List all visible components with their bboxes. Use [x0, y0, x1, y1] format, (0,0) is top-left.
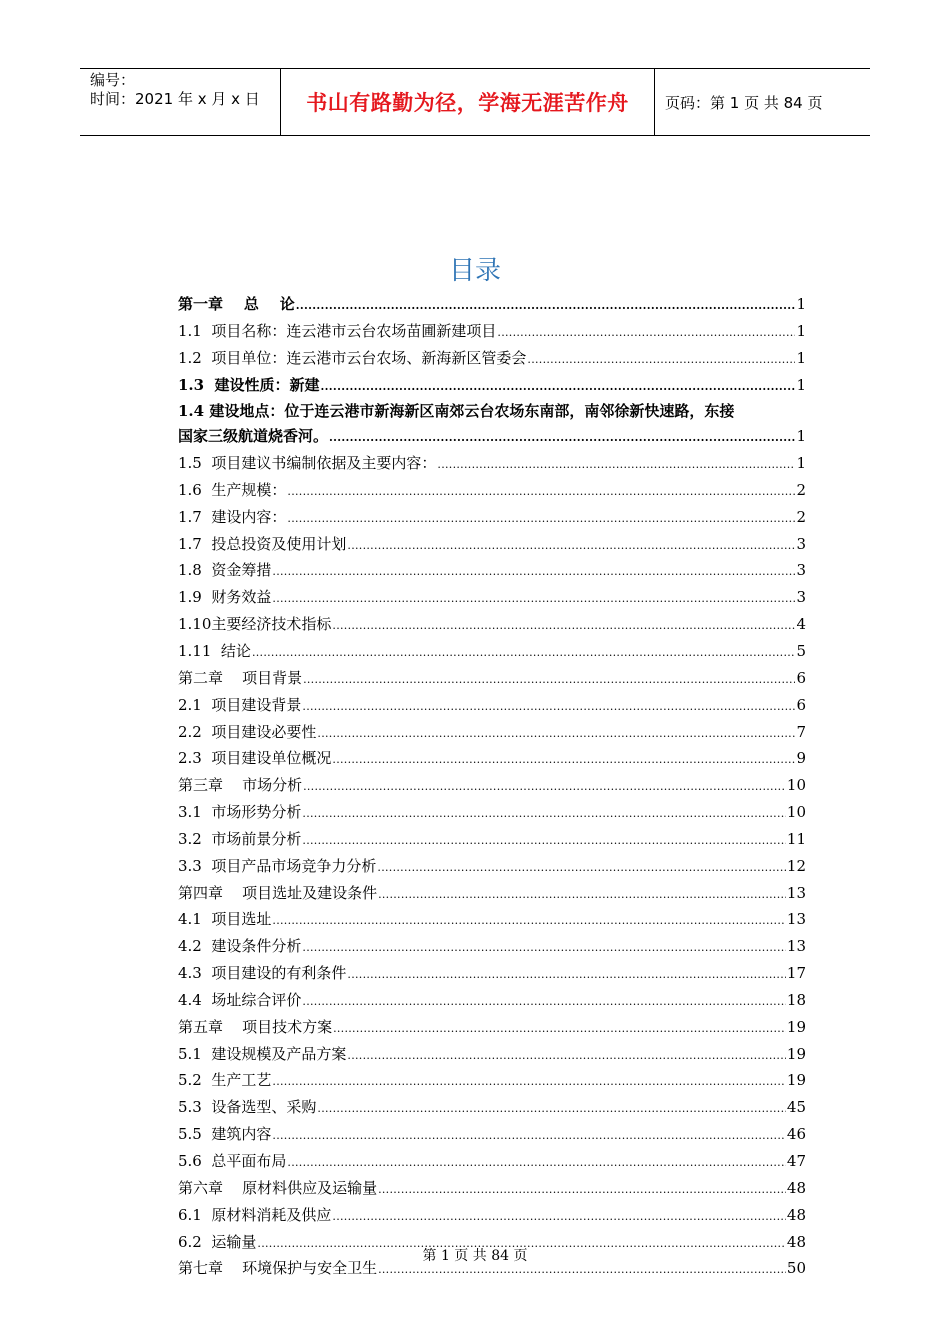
toc-entry-label: 1.3 建设性质：新建	[178, 375, 320, 394]
toc-entry-page: 19	[786, 1017, 806, 1036]
toc-entry[interactable]	[178, 346, 806, 373]
toc-entry-label: 4.4 场址综合评价	[178, 990, 302, 1009]
toc-entry[interactable]	[178, 666, 806, 693]
toc-entry-page: 19	[786, 1044, 806, 1063]
toc-entry[interactable]	[178, 373, 806, 400]
toc-entry-page: 1	[796, 454, 806, 473]
toc-entry-label: 第七章 环境保护与安全卫生	[178, 1259, 378, 1278]
toc-leader-dots	[333, 1017, 786, 1042]
page-footer: 第 1 页 共 84 页	[422, 1248, 528, 1264]
toc-entry-label: 第六章 原材料供应及运输量	[178, 1178, 378, 1197]
toc-entry[interactable]	[178, 934, 806, 961]
toc-entry[interactable]	[178, 827, 806, 854]
toc-entry-page: 13	[786, 937, 806, 956]
toc-entry-page: 46	[786, 1125, 806, 1144]
toc-entry[interactable]	[178, 881, 806, 908]
toc-entry[interactable]	[178, 907, 806, 934]
toc-leader-dots	[296, 294, 796, 319]
toc-leader-dots	[272, 560, 795, 585]
toc-leader-dots	[303, 668, 795, 693]
toc-entry[interactable]	[178, 319, 806, 346]
toc-entry-label: 5.2 生产工艺	[178, 1071, 272, 1090]
toc-entry[interactable]	[178, 746, 806, 773]
toc-entry-label: 3.2 市场前景分析	[178, 829, 302, 848]
toc-entry[interactable]	[178, 585, 806, 612]
toc-entry-page: 7	[796, 722, 806, 741]
toc-entry[interactable]	[178, 988, 806, 1015]
toc-entry-label: 第四章 项目选址及建设条件	[178, 883, 378, 902]
toc-entry[interactable]	[178, 639, 806, 666]
toc-leader-dots	[332, 1205, 786, 1230]
toc-entry[interactable]	[178, 1015, 806, 1042]
toc-leader-dots	[272, 1124, 786, 1149]
toc-entry[interactable]	[178, 1095, 806, 1122]
toc-entry-label: 5.3 设备选型、采购	[178, 1098, 317, 1117]
toc-entry[interactable]	[178, 532, 806, 559]
toc-entry[interactable]	[178, 693, 806, 720]
toc-leader-dots	[347, 534, 795, 559]
toc-entry-label: 1.6 生产规模：	[178, 480, 287, 499]
toc-entry-page: 17	[786, 964, 806, 983]
toc-leader-dots	[302, 990, 786, 1015]
toc-entry-page: 50	[786, 1259, 806, 1278]
toc-leader-dots	[272, 587, 795, 612]
toc-entry-page: 19	[786, 1071, 806, 1090]
toc-entry-page: 45	[786, 1098, 806, 1117]
toc-leader-dots	[287, 480, 795, 505]
toc-entry-label: 5.5 建筑内容	[178, 1125, 272, 1144]
toc-leader-dots	[527, 348, 795, 373]
toc-entry-label: 1.4 建设地点：位于连云港市新海新区南郊云台农场东南部，南邻徐新快速路，东接	[178, 402, 735, 421]
toc-entry-label: 1.5 项目建议书编制依据及主要内容：	[178, 454, 437, 473]
toc-leader-dots	[378, 883, 786, 908]
toc-leader-dots	[437, 453, 795, 478]
toc-entry-label: 1.9 财务效益	[178, 588, 272, 607]
toc-leader-dots	[329, 426, 795, 451]
toc-entry-label: 2.3 项目建设单位概况	[178, 749, 332, 768]
toc-entry-page: 48	[786, 1178, 806, 1197]
toc-entry-label: 4.3 项目建设的有利条件	[178, 964, 347, 983]
toc-leader-dots	[347, 963, 786, 988]
toc-entry-label: 4.1 项目选址	[178, 910, 272, 929]
toc-entry-label: 2.1 项目建设背景	[178, 695, 302, 714]
toc-entry-label: 2.2 项目建设必要性	[178, 722, 317, 741]
toc-leader-dots	[332, 614, 795, 639]
toc-entry-label: 5.1 建设规模及产品方案	[178, 1044, 347, 1063]
toc-leader-dots	[332, 748, 795, 773]
toc-entry-label: 第二章 项目背景	[178, 668, 303, 687]
toc-entry-page: 1	[796, 375, 806, 394]
toc-entry-page: 2	[796, 507, 806, 526]
toc-leader-dots	[378, 1178, 786, 1203]
toc-entry[interactable]	[178, 961, 806, 988]
toc-entry-label: 6.2 运输量	[178, 1232, 257, 1251]
toc-entry-page: 6	[796, 695, 806, 714]
toc-entry-label: 4.2 建设条件分析	[178, 937, 302, 956]
toc-entry[interactable]	[178, 1068, 806, 1095]
toc-entry[interactable]	[178, 558, 806, 585]
toc-entry[interactable]	[178, 1042, 806, 1069]
header-info-cell	[80, 69, 281, 135]
header-motto: 书山有路勤为径，学海无涯苦作舟	[281, 69, 655, 135]
toc-entry-page: 4	[796, 615, 806, 634]
toc-entry-label: 6.1 原材料消耗及供应	[178, 1205, 332, 1224]
toc-entry[interactable]	[178, 720, 806, 747]
toc-entry-page: 3	[796, 534, 806, 553]
toc-entry-page: 3	[796, 588, 806, 607]
toc-entry[interactable]	[178, 1122, 806, 1149]
toc-entry-label: 1.2 项目单位：连云港市云台农场、新海新区管委会	[178, 348, 527, 367]
toc-entry-page: 48	[786, 1232, 806, 1251]
toc-entry[interactable]	[178, 773, 806, 800]
toc-leader-dots	[321, 375, 796, 400]
toc-leader-dots	[303, 775, 786, 800]
toc-entry-page: 3	[796, 561, 806, 580]
toc-entry-label: 1.1 项目名称：连云港市云台农场苗圃新建项目	[178, 321, 497, 340]
toc-entry-label: 1.8 资金筹措	[178, 561, 272, 580]
toc-entry[interactable]	[178, 800, 806, 827]
toc-leader-dots	[287, 1151, 786, 1176]
toc-entry-page: 10	[786, 803, 806, 822]
page-header	[80, 68, 870, 136]
toc-entry-label: 第五章 项目技术方案	[178, 1017, 333, 1036]
toc-entry-page: 1	[796, 348, 806, 367]
toc-entry[interactable]	[178, 612, 806, 639]
toc-entry-page: 5	[796, 641, 806, 660]
toc-entry-label: 1.10主要经济技术指标	[178, 615, 332, 634]
toc-entry-label: 3.1 市场形势分析	[178, 803, 302, 822]
toc-entry-page: 48	[786, 1205, 806, 1224]
toc-entry-label: 5.6 总平面布局	[178, 1152, 287, 1170]
toc-entry[interactable]	[178, 1149, 806, 1176]
toc-leader-dots	[302, 695, 795, 720]
toc-entry-page: 12	[786, 856, 806, 875]
header-date-label: 时间：2021 年 x 月 x 日	[90, 90, 260, 108]
toc-entry[interactable]	[178, 399, 806, 451]
toc-leader-dots	[347, 1044, 786, 1069]
toc-leader-dots	[252, 641, 796, 666]
toc-entry-page: 2	[796, 480, 806, 499]
toc-title: 目录	[448, 256, 501, 286]
header-page-info: 页码：第 1 页 共 84 页	[665, 93, 823, 112]
toc-entry-page: 47	[786, 1152, 806, 1170]
toc-entry-page: 6	[796, 668, 806, 687]
toc-entry-page: 1	[796, 321, 806, 340]
toc-entry[interactable]	[178, 1176, 806, 1203]
toc-entry-label: 3.3 项目产品市场竞争力分析	[178, 856, 377, 875]
toc-leader-dots	[287, 507, 795, 532]
toc-entry[interactable]	[178, 505, 806, 532]
toc-entry-page: 10	[786, 776, 806, 795]
table-of-contents	[178, 292, 806, 1283]
toc-entry-page: 1	[796, 295, 806, 313]
toc-leader-dots	[302, 802, 786, 827]
toc-leader-dots	[272, 909, 786, 934]
toc-entry-label: 国家三级航道烧香河。	[178, 427, 329, 446]
toc-leader-dots	[497, 321, 795, 346]
toc-entry-label: 第一章 总 论	[178, 295, 295, 313]
toc-entry-label: 第三章 市场分析	[178, 776, 303, 795]
toc-leader-dots	[302, 829, 786, 854]
toc-entry-page: 18	[786, 990, 806, 1009]
toc-leader-dots	[302, 936, 786, 961]
toc-leader-dots	[317, 1097, 786, 1122]
header-code-label: 编号：	[90, 71, 136, 89]
toc-entry[interactable]	[178, 854, 806, 881]
toc-entry-page: 11	[786, 829, 806, 848]
toc-entry[interactable]	[178, 478, 806, 505]
toc-entry[interactable]	[178, 292, 806, 319]
toc-leader-dots	[272, 1070, 786, 1095]
toc-entry-page: 13	[786, 910, 806, 929]
toc-leader-dots	[317, 722, 795, 747]
toc-entry[interactable]	[178, 1203, 806, 1230]
toc-entry[interactable]	[178, 451, 806, 478]
toc-entry-label: 1.7 投总投资及使用计划	[178, 534, 347, 553]
toc-leader-dots	[377, 856, 786, 881]
toc-entry-page: 9	[796, 749, 806, 768]
toc-entry-label: 1.7 建设内容：	[178, 507, 287, 526]
toc-entry-label: 1.11 结论	[178, 641, 251, 660]
toc-entry-page: 1	[796, 427, 806, 446]
toc-entry-page: 13	[786, 883, 806, 902]
